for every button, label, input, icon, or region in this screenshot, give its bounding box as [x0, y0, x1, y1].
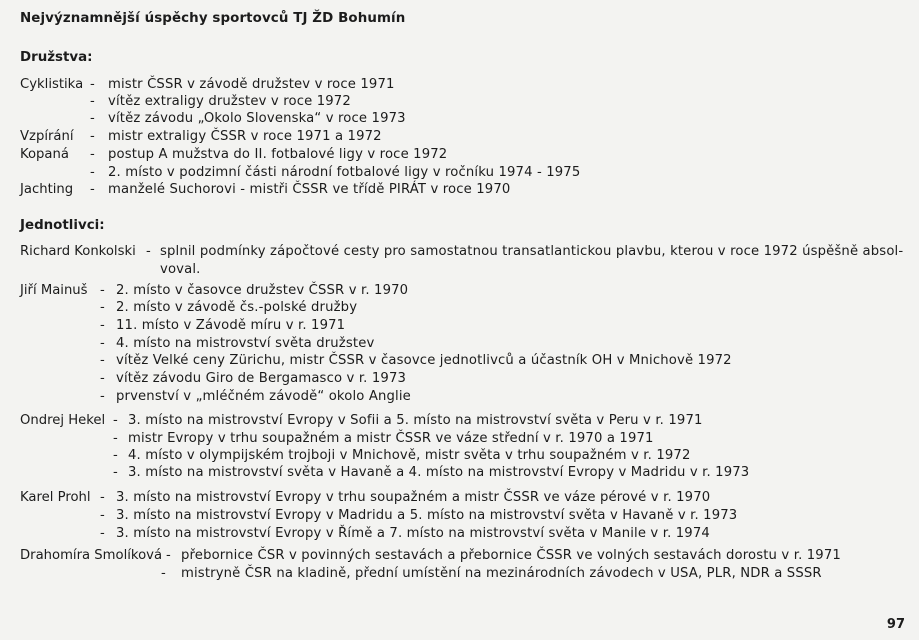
achievement: přebornice ČSR v povinných sestavách a přebornice ČSSR ve volných sestavách dorostu v r. 1971 [181, 548, 841, 563]
team-item: mistr ČSSR v závodě družstev v roce 1971 [108, 77, 395, 92]
achievement: 3. místo na mistrovství Evropy v Madridu a 5. místo na mistrovství světa v Havaně v r. 1973 [116, 508, 738, 523]
team-item: vítěz extraligy družstev v roce 1972 [108, 94, 351, 109]
dash: - [100, 526, 105, 541]
achievement: mistr Evropy v trhu soupažném a mistr ČSSR ve váze střední v r. 1970 a 1971 [128, 431, 654, 446]
dash: - [113, 413, 118, 428]
individuals-heading: Jednotlivci: [20, 218, 105, 233]
achievement: splnil podmínky zápočtové cesty pro samostatnou transatlantickou plavbu, kterou v roce 1972 úspěšně absol- [160, 244, 904, 259]
page-number: 97 [886, 617, 905, 632]
teams-heading: Družstva: [20, 50, 93, 65]
team-item: mistr extraligy ČSSR v roce 1971 a 1972 [108, 129, 382, 144]
athlete-label-hekel: Ondrej Hekel [20, 413, 106, 428]
athlete-label-prohl: Karel Prohl [20, 490, 91, 505]
athlete-label-smolikova: Drahomíra Smolíková [20, 548, 163, 563]
team-item: vítěz závodu „Okolo Slovenska“ v roce 1973 [108, 111, 406, 126]
achievement: 11. místo v Závodě míru v r. 1971 [116, 318, 346, 333]
achievement: mistryně ČSR na kladině, přední umístění na mezinárodních závodech v USA, PLR, NDR a SSSR [181, 566, 822, 581]
achievement: prvenství v „mléčném závodě“ okolo Anglie [116, 389, 411, 404]
dash: - [90, 94, 95, 109]
dash: - [90, 165, 95, 180]
team-label-cyklistika: Cyklistika [20, 77, 84, 92]
achievement: 4. místo v olympijském trojboji v Mnichově, mistr světa v trhu soupažném v r. 1972 [128, 448, 691, 463]
team-label-kopana: Kopaná [20, 147, 69, 162]
team-item: 2. místo v podzimní části národní fotbalové ligy v ročníku 1974 - 1975 [108, 165, 581, 180]
team-label-vzpirani: Vzpírání [20, 129, 74, 144]
team-item: manželé Suchorovi - mistři ČSSR ve třídě PIRÁT v roce 1970 [108, 182, 511, 197]
dash: - [100, 283, 105, 298]
achievement: 3. místo na mistrovství Evropy v trhu soupažném a mistr ČSSR ve váze pérové v r. 1970 [116, 490, 711, 505]
team-item: postup A mužstva do II. fotbalové ligy v roce 1972 [108, 147, 448, 162]
dash: - [113, 431, 118, 446]
dash: - [100, 490, 105, 505]
dash: - [100, 371, 105, 386]
page-title: Nejvýznamnější úspěchy sportovců TJ ŽD Bohumín [20, 11, 406, 26]
achievement: 2. místo v závodě čs.-polské družby [116, 300, 358, 315]
achievement-continued: voval. [160, 262, 201, 277]
achievement: 3. místo na mistrovství světa v Havaně a 4. místo na mistrovství Evropy v Madridu v r. 1973 [128, 465, 750, 480]
dash: - [90, 129, 95, 144]
dash: - [90, 111, 95, 126]
dash: - [113, 448, 118, 463]
achievement: 2. místo v časovce družstev ČSSR v r. 1970 [116, 283, 409, 298]
achievement: 4. místo na mistrovství světa družstev [116, 336, 375, 351]
dash: - [146, 244, 151, 259]
dash: - [100, 508, 105, 523]
dash: - [90, 182, 95, 197]
dash: - [100, 353, 105, 368]
achievement: vítěz závodu Giro de Bergamasco v r. 1973 [116, 371, 407, 386]
athlete-label-mainus: Jiří Mainuš [20, 283, 88, 298]
dash: - [100, 389, 105, 404]
athlete-label-konkolski: Richard Konkolski [20, 244, 136, 259]
team-label-jachting: Jachting [20, 182, 74, 197]
dash: - [100, 318, 105, 333]
dash: - [90, 77, 95, 92]
dash: - [100, 336, 105, 351]
achievement: 3. místo na mistrovství Evropy v Sofii a 5. místo na mistrovství světa v Peru v r. 1971 [128, 413, 703, 428]
dash: - [166, 548, 171, 563]
achievement: vítěz Velké ceny Zürichu, mistr ČSSR v časovce jednotlivců a účastník OH v Mnichově 1972 [116, 353, 732, 368]
dash: - [90, 147, 95, 162]
dash: - [100, 300, 105, 315]
achievement: 3. místo na mistrovství Evropy v Římě a 7. místo na mistrovství světa v Manile v r. 1974 [116, 526, 710, 541]
dash: - [161, 566, 166, 581]
dash: - [113, 465, 118, 480]
